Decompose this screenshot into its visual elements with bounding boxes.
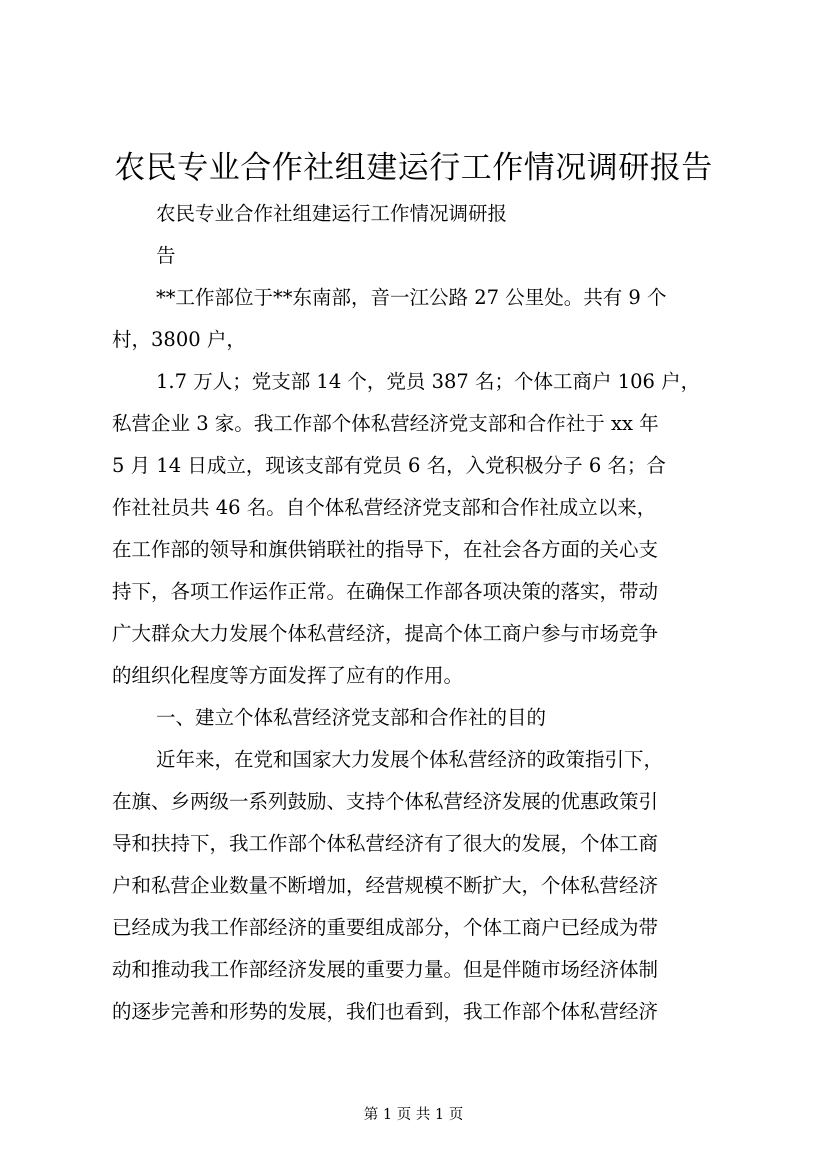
body-line: 的组织化程度等方面发挥了应有的作用。 [112, 664, 464, 687]
body-line: 动和推动我工作部经济发展的重要力量。但是伴随市场经济体制 [112, 958, 659, 981]
body-line: 持下，各项工作运作正常。在确保工作部各项决策的落实，带动 [112, 580, 659, 603]
body-line: 在工作部的领导和旗供销联社的指导下，在社会各方面的关心支 [112, 538, 659, 561]
body-line: 户和私营企业数量不断增加，经营规模不断扩大，个体私营经济 [112, 874, 659, 897]
body-line: 近年来，在党和国家大力发展个体私营经济的政策指引下， [156, 748, 664, 771]
body-line: 导和扶持下，我工作部个体私营经济有了很大的发展，个体工商 [112, 832, 659, 855]
body-line: **工作部位于**东南部，音一江公路 27 公里处。共有 9 个 [156, 286, 667, 309]
body-line: 广大群众大力发展个体私营经济，提高个体工商户参与市场竞争 [112, 622, 659, 645]
page-number: 第 1 页 共 1 页 [363, 1107, 464, 1123]
section-heading: 一、建立个体私营经济党支部和合作社的目的 [156, 706, 547, 729]
body-line: 5 月 14 日成立，现该支部有党员 6 名，入党积极分子 6 名；合 [112, 454, 666, 477]
body-line: 农民专业合作社组建运行工作情况调研报 [156, 202, 508, 225]
body-line: 在旗、乡两级一系列鼓励、支持个体私营经济发展的优惠政策引 [112, 790, 659, 813]
body-line: 告 [156, 244, 176, 267]
body-line: 村，3800 户， [112, 328, 246, 351]
body-line: 的逐步完善和形势的发展，我们也看到，我工作部个体私营经济 [112, 1000, 659, 1023]
body-line: 私营企业 3 家。我工作部个体私营经济党支部和合作社于 xx 年 [112, 412, 659, 435]
document-title: 农民专业合作社组建运行工作情况调研报告 [114, 150, 713, 186]
body-line: 1.7 万人；党支部 14 个，党员 387 名；个体工商户 106 户， [156, 370, 701, 393]
body-line: 作社社员共 46 名。自个体私营经济党支部和合作社成立以来， [112, 496, 657, 519]
body-line: 已经成为我工作部经济的重要组成部分，个体工商户已经成为带 [112, 916, 659, 939]
